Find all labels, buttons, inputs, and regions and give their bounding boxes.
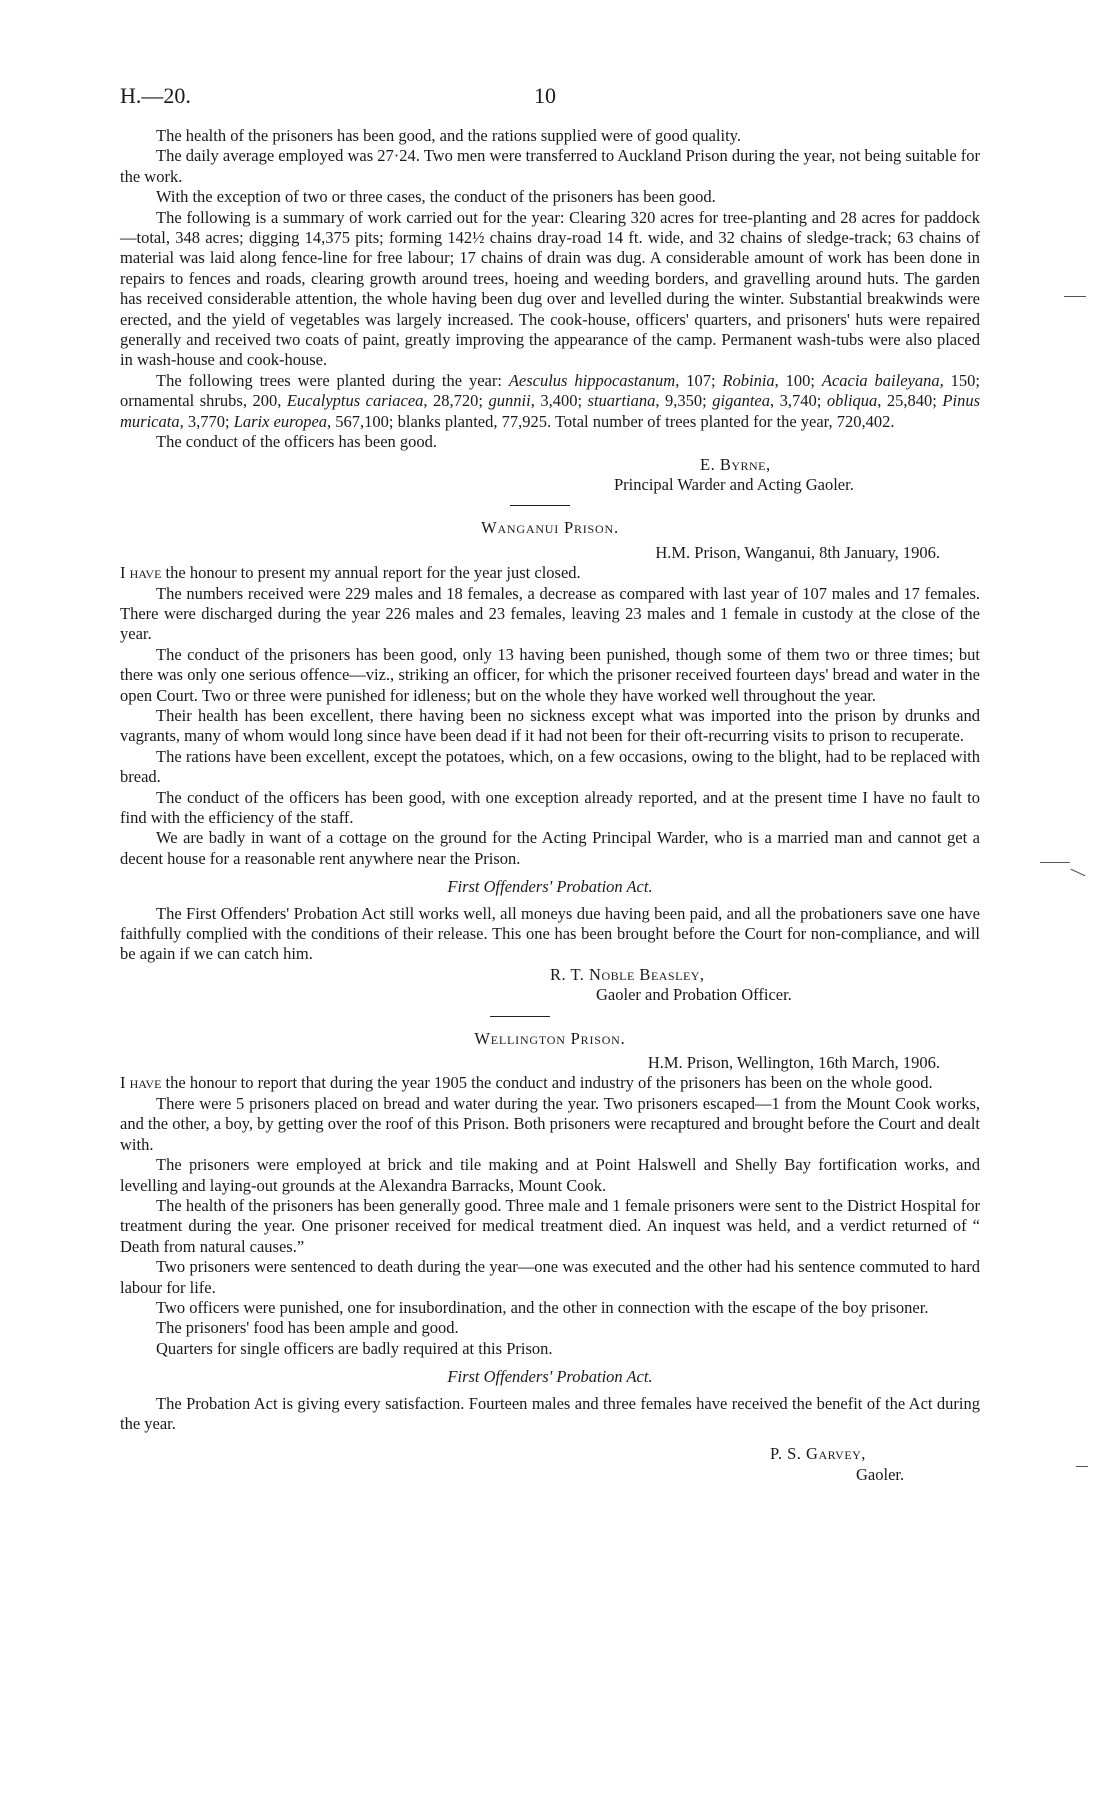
opening-text: the honour to present my annual report for the year just closed. — [161, 563, 581, 583]
paragraph: The conduct of the officers has been good. — [156, 432, 438, 452]
subheading: First Offenders' Probation Act. — [447, 877, 653, 897]
tree-species: Acacia baileyana — [821, 370, 940, 390]
tree-count: , 150; ornamental shrubs, 200, — [120, 370, 980, 411]
signature-name: E. Byrne, — [700, 454, 771, 474]
margin-mark — [1071, 869, 1086, 877]
paragraph: We are badly in want of a cottage on the ground for the Acting Principal Warder, who is a married man and cannot get a decent house for a reasonable rent anywhere near the Prison. — [120, 828, 980, 868]
signature-title-block — [120, 1465, 980, 1485]
tree-count: , 25,840; — [877, 391, 943, 411]
wellington-section — [120, 1029, 980, 1486]
opening-word: I have — [120, 563, 162, 583]
paragraph: Two prisoners were sentenced to death during the year—one was executed and the other had his sentence commuted to hard labour for life. — [120, 1257, 980, 1297]
section-divider — [490, 1016, 550, 1017]
tree-count: , 28,720; — [423, 391, 489, 411]
opening-paragraph — [120, 1073, 980, 1093]
section-title: Wanganui Prison. — [481, 518, 619, 538]
subheading: First Offenders' Probation Act. — [447, 1367, 653, 1387]
paragraph: The prisoners were employed at brick and tile making and at Point Halswell and Shelly Bay fortification works, and levelling and laying-out grounds at the Alexandra Barracks, Mount Cook. — [120, 1155, 980, 1195]
signature-block — [120, 1444, 980, 1464]
tree-count: , 3,400; — [530, 391, 588, 411]
signature-title: Gaoler and Probation Officer. — [596, 985, 792, 1005]
signature-name: R. T. Noble Beasley, — [550, 964, 705, 984]
previous-report-continuation — [120, 126, 980, 495]
tree-species: Aesculus hippocastanum — [508, 370, 676, 390]
place-date: H.M. Prison, Wellington, 16th March, 1906. — [647, 1053, 940, 1073]
margin-mark — [1040, 862, 1070, 863]
signature-name: P. S. Garvey, — [770, 1444, 866, 1464]
tree-count: , 567,100; blanks planted, 77,925. Total number of trees planted for the year, 720,402. — [327, 411, 895, 431]
signature-title: Principal Warder and Acting Gaoler. — [614, 474, 854, 494]
opening-text: the honour to report that during the year 1905 the conduct and industry of the prisoners has been on the whole good. — [161, 1073, 933, 1093]
paragraph: The health of the prisoners has been good, and the rations supplied were of good quality. — [156, 126, 741, 145]
signature-title-block — [120, 475, 980, 495]
section-title: Wellington Prison. — [474, 1028, 626, 1048]
trees-paragraph — [120, 371, 980, 432]
tree-count: , 100; — [774, 370, 822, 390]
paragraph: The First Offenders' Probation Act still works well, all moneys due having been paid, and all the probationers save one have faithfully complied with the conditions of their release. This one has been brought before the Court for non-compliance, and will be again if we can catch him. — [120, 903, 980, 964]
paragraph: The rations have been excellent, except the potatoes, which, on a few occasions, owing to the blight, had to be replaced with bread. — [120, 746, 980, 787]
paragraph: Quarters for single officers are badly required at this Prison. — [156, 1338, 553, 1358]
opening-word: I have — [120, 1073, 162, 1093]
tree-species: Eucalyptus cariacea — [286, 391, 424, 411]
paragraph: The Probation Act is giving every satisfaction. Fourteen males and three females have received the benefit of the Act during the year. — [120, 1393, 980, 1433]
paragraph: There were 5 prisoners placed on bread and water during the year. Two prisoners escaped—1 from the Mount Cook works, and the other, a boy, by getting over the roof of this Prison. Both prisoners were recaptured and brought before the Court and dealt with. — [120, 1093, 980, 1154]
paragraph: With the exception of two or three cases, the conduct of the prisoners has been good. — [156, 187, 716, 207]
page-header — [120, 83, 980, 126]
paragraph: The conduct of the prisoners has been good, only 13 having been punished, though some of them two or three times; but there was only one serious offence—viz., striking an officer, for which the prisoner received fourteen days' bread and water in the open Court. Two or three were punished for idleness; but on the whole they have worked well throughout the year. — [120, 644, 980, 705]
page-number: 10 — [534, 83, 556, 108]
paragraph: The prisoners' food has been ample and good. — [156, 1318, 459, 1338]
trees-intro: The following trees were planted during the year: — [156, 370, 509, 390]
wanganui-section — [120, 518, 980, 1005]
document-id: H.—20. — [120, 83, 191, 108]
paragraph: The following is a summary of work carried out for the year: Clearing 320 acres for tree-planting and 28 acres for paddock—total, 348 acres; digging 14,375 pits; forming 142½ chains dray-road 14 ft. wide, and 32 chains of sledge-track; 63 chains of material was laid along fence-line for free labour; 17 chains of drain was dug. A considerable amount of work has been done in repairs to fences and roads, clearing growth around trees, hoeing and weeding borders, and gravelling around huts. The garden has received considerable attention, the whole having been dug over and levelled during the winter. Substantial breakwinds were erected, and the yield of vegetables was largely increased. The cook-house, officers' quarters, and prisoners' huts were repaired generally and received two coats of paint, greatly improving the appearance of the camp. Permanent wash-tubs were also placed in wash-house and cook-house. — [120, 207, 980, 370]
tree-species: Pinus muricata — [120, 391, 980, 431]
tree-species: gigantea — [712, 391, 771, 411]
tree-species: gunnii — [488, 391, 531, 411]
tree-species: obliqua — [826, 391, 878, 411]
signature-block — [120, 965, 980, 985]
margin-mark — [1064, 296, 1086, 297]
tree-species: stuartiana — [587, 391, 656, 411]
opening-paragraph — [120, 563, 980, 583]
paragraph: Their health has been excellent, there having been no sickness except what was imported into the prison by drunks and vagrants, many of whom would long since have been dead if it had not been for their oft-recurring visits to prison to recuperate. — [120, 705, 980, 746]
tree-count: , 3,740; — [770, 391, 827, 411]
paragraph: The daily average employed was 27·24. Two men were transferred to Auckland Prison during the year, not being suitable for the work. — [120, 146, 981, 186]
signature-block — [120, 455, 980, 475]
tree-count: , 9,350; — [655, 391, 713, 411]
section-divider — [510, 505, 570, 506]
tree-species: Larix europea — [233, 411, 328, 431]
signature-title: Gaoler. — [856, 1464, 905, 1484]
tree-species: Robinia — [722, 370, 775, 390]
paragraph: The health of the prisoners has been generally good. Three male and 1 female prisoners were sent to the District Hospital for treatment during the year. One prisoner received for medical treatment died. An inquest was held, and a verdict returned of “ Death from natural causes.” — [120, 1195, 980, 1256]
paragraph: The conduct of the officers has been good, with one exception already reported, and at the present time I have no fault to find with the efficiency of the staff. — [120, 787, 980, 827]
paragraph: The numbers received were 229 males and 18 females, a decrease as compared with last year of 107 males and 17 females. There were discharged during the year 226 males and 23 females, leaving 23 males and 1 female in custody at the close of the year. — [120, 583, 980, 644]
paragraph: Two officers were punished, one for insubordination, and the other in connection with the escape of the boy prisoner. — [156, 1297, 929, 1317]
signature-title-block — [120, 985, 980, 1005]
tree-count: , 107; — [675, 370, 723, 390]
document-page — [120, 83, 981, 1485]
place-date: H.M. Prison, Wanganui, 8th January, 1906. — [655, 542, 940, 562]
margin-mark — [1076, 1466, 1088, 1467]
tree-count: , 3,770; — [179, 411, 234, 431]
